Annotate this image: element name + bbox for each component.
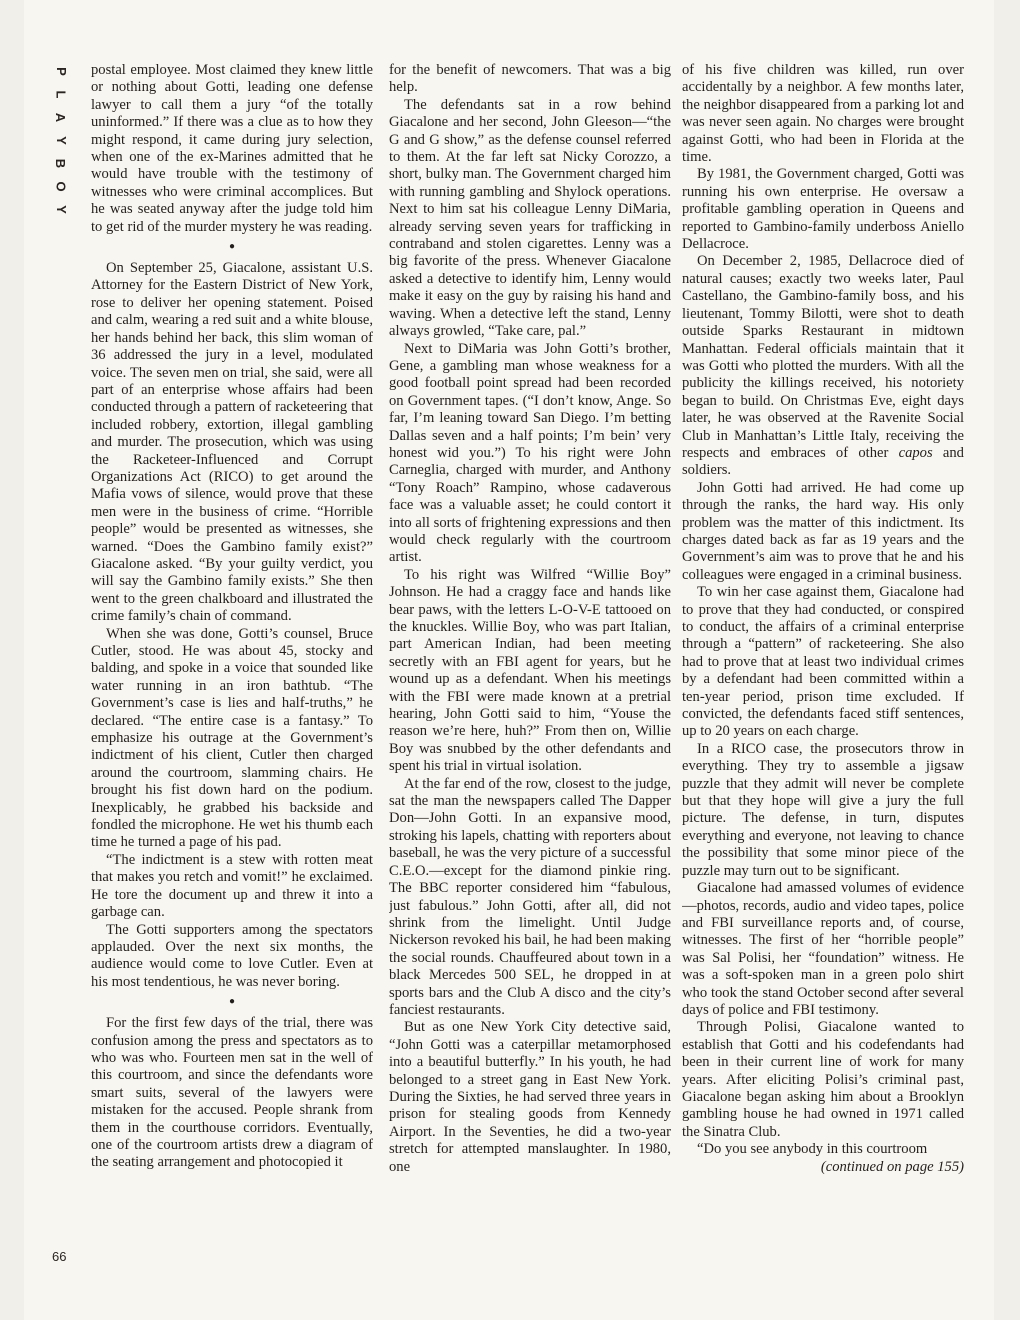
paragraph: of his five children was killed, run over accidentally by a neighbor. A few months later, the neighbor disappeared from a parking lot and was never seen again. No charges were brought against Gotti, who had been in Florida at the time.	[682, 62, 964, 166]
paragraph: But as one New York City detective said, “John Gotti was a caterpillar metamorphosed into a beautiful butterfly.” In his youth, he had belonged to a street gang in East New York. During the Sixties, he had served three years in prison for stealing goods from Kennedy Airport. In the Seventies, he did a two-year stretch for attempted manslaughter. In 1980, one	[389, 1019, 671, 1175]
paragraph-text: and soldiers.	[682, 444, 964, 479]
page-number: 66	[52, 1249, 67, 1264]
masthead-letter: A	[53, 112, 69, 123]
paragraph: postal employee. Most claimed they knew little or nothing about Gotti, leading one defense lawyer to call them a jury “of the totally uninformed.” If there was a clue as to how they might respond, it came during jury selection, when one of the ex-Marines admitted that he would have trouble with the testimony of witnesses who were criminal accomplices. But he was seated anyway after the judge told him to get rid of the murder mystery he was reading.	[91, 62, 373, 235]
paragraph: In a RICO case, the prosecutors throw in everything. They try to assemble a jigsaw puzzle that they admit will never be complete but that they hope will give a jury the full picture. The defense, in turn, disputes everything and everyone, not leaving to chance the possibility that some minor piece of the puzzle may turn out to be significant.	[682, 740, 964, 879]
text-column-3	[682, 62, 964, 1262]
paragraph: When she was done, Gotti’s counsel, Bruce Cutler, stood. He was about 45, stocky and balding, and spoke in a voice that sounded like water running in an iron bathtub. “The Government’s case is lies and half-truths,” he declared. “The entire case is a fantasy.” To emphasize his outrage at the Government’s indictment of his client, Cutler then charged around the courtroom, slamming chairs. He brought his fist down hard on the podium. Inexplicably, he grabbed his backside and fondled the microphone. He wet his thumb each time he turned a page of his pad.	[91, 625, 373, 851]
paragraph-text: On December 2, 1985, Dellacroce died of natural causes; exactly two weeks later, Paul Castellano, the Gambino-family boss, and his lieutenant, Tommy Bilotti, were shot to death outside Sparks Restaurant in midtown Manhattan. Federal officials maintain that it was Gotti who plotted the murders. With all the publicity the killings received, his notoriety began to build. On Christmas Eve, eight days later, he was observed at the Ravenite Social Club in Manhattan’s Little Italy, receiving the respects and embraces of other	[682, 253, 964, 461]
magazine-page	[24, 0, 994, 1320]
paragraph: for the benefit of newcomers. That was a big help.	[389, 62, 671, 96]
masthead-letter: Y	[53, 136, 69, 145]
section-separator: ●	[228, 241, 236, 253]
paragraph: To his right was Wilfred “Willie Boy” Johnson. He had a craggy face and hands like bear paws, with the letters L-O-V-E tattooed on the knuckles. Willie Boy, who was part Italian, part American Indian, had been meeting secretly with an FBI agent for years, but he wound up as a defendant. When his meetings with the FBI were made known at a pretrial hearing, John Gotti said to him, “Youse the reason we’re here, huh?” From then on, Willie Boy was snubbed by the other defendants and spent his trial in virtual isolation.	[389, 566, 671, 775]
continued-note: (continued on page 155)	[820, 1158, 964, 1175]
masthead-vertical	[54, 60, 68, 221]
paragraph: The defendants sat in a row behind Giacalone and her second, John Gleeson—“the G and G show,” as the defense counsel referred to them. At the far left sat Nicky Corozzo, a short, bulky man. The Government charged him with running gambling and Shylock operations. Next to him sat his colleague Lenny DiMaria, already serving seven years for trafficking in contraband and stolen cigarettes. Lenny was a big favorite of the press. Whenever Giacalone asked a detective to identify him, Lenny would make it easy on the guy by raising his hand and waving. When a detective left the stand, Lenny always growled, “Take care, pal.”	[389, 96, 671, 340]
paragraph: “Do you see anybody in this courtroom	[697, 1141, 928, 1158]
masthead-letter: P	[53, 67, 69, 76]
paragraph: On September 25, Giacalone, assistant U.S. Attorney for the Eastern District of New York, rose to deliver her opening statement. Poised and calm, wearing a red suit and a white blouse, her hands behind her back, this slim woman of 36 addressed the jury in a level, modulated voice. The seven men on trial, she said, were all part of an enterprise whose affairs had been conducted through a pattern of racketeering that included robbery, extortion, illegal gambling and murder. The prosecution, which was using the Racketeer-Influenced and Corrupt Organizations Act (RICO) to get around the Mafia vows of silence, would prove that these men were in the business of crime. “Horrible people” would be presented as witnesses, she warned. “Does the Gambino family exist?” Giacalone asked. “By your guilty verdict, you will say the Gambino family exists.” She then went to the green chalkboard and illustrated the crime family’s chain of command.	[91, 260, 373, 625]
paragraph: To win her case against them, Giacalone had to prove that they had conducted, or conspired to conduct, the affairs of a criminal enterprise through a “pattern” of racketeering. She also had to prove that at least two individual crimes by a defendant had been committed within a ten-year period, prison time excluded. If convicted, the defendants faced stiff sentences, up to 20 years on each charge.	[682, 584, 964, 740]
paragraph: John Gotti had arrived. He had come up through the ranks, the hard way. His only problem was the matter of this indictment. Its charges dated back as far as 19 years and the Government’s aim was to prove that he and his colleagues were engaged in a criminal business.	[682, 479, 964, 583]
paragraph: At the far end of the row, closest to the judge, sat the man the newspapers called The Dapper Don—John Gotti. In an expansive mood, stroking his lapels, chatting with reporters about baseball, he was the very picture of a successful C.E.O.—except for the diamond pinkie ring. The BBC reporter considered him “fabulous, just fabulous.” John Gotti, after all, did not shrink from the limelight. Until Judge Nickerson revoked his bail, he had been making the social rounds. Chauffeured about town in a black Mercedes 500 SEL, he dropped in at sports bars and the Club A disco and the city’s fanciest restaurants.	[389, 775, 671, 1018]
text-column-1	[91, 62, 373, 1262]
masthead-letter: O	[53, 181, 69, 192]
section-separator: ●	[228, 996, 236, 1008]
paragraph: Giacalone had amassed volumes of evidence—photos, records, audio and video tapes, police and FBI surveillance reports and, of course, witnesses. The first of her “horrible people” was Sal Polisi, her “foundation” witness. He was a soft-spoken man in a green polo shirt who took the stand October second after several days of police and FBI testimony.	[682, 880, 964, 1018]
text-column-2	[389, 62, 671, 1262]
masthead-letter: Y	[53, 205, 69, 214]
paragraph	[682, 253, 964, 479]
paragraph: For the first few days of the trial, there was confusion among the press and spectators as to who was who. Fourteen men sat in the well of this courtroom, and since the defendants wore smart suits, several of the lawyers were mistaken for the accused. People shrank from them in the courthouse corridors. Eventually, one of the courtroom artists drew a diagram of the seating arrangement and photocopied it	[91, 1015, 373, 1171]
italic-term: capos	[898, 444, 933, 461]
paragraph: By 1981, the Government charged, Gotti was running his own enterprise. He oversaw a profitable gambling operation in Queens and reported to Gambino-family underboss Aniello Dellacroce.	[682, 166, 964, 253]
paragraph: Through Polisi, Giacalone wanted to establish that Gotti and his codefendants had been in their current line of work for many years. After eliciting Polisi’s criminal past, Giacalone began asking him about a Brooklyn gambling house he had owned in 1971 called the Sinatra Club.	[682, 1019, 964, 1140]
paragraph: Next to DiMaria was John Gotti’s brother, Gene, a gambling man whose weakness for a good football point spread had been recorded on Government tapes. (“I don’t know, Ange. So far, I’m leaning toward San Diego. I’m betting Dallas seven and a half points; I’m bein’ very honest wid you.”) To his right were John Carneglia, charged with murder, and Anthony “Tony Roach” Rampino, whose cadaverous face was a valuable asset; he could contort it into all sorts of frightening expressions and then would check regularly with the courtroom artist.	[389, 340, 671, 566]
paragraph: “The indictment is a stew with rotten meat that makes you retch and vomit!” he exclaimed. He tore the document up and threw it into a garbage can.	[91, 851, 373, 921]
masthead-letter: L	[53, 90, 69, 99]
paragraph: The Gotti supporters among the spectators applauded. Over the next six months, the audience would come to love Cutler. Even at his most tendentious, he was never boring.	[91, 921, 373, 990]
masthead-letter: B	[53, 158, 69, 169]
